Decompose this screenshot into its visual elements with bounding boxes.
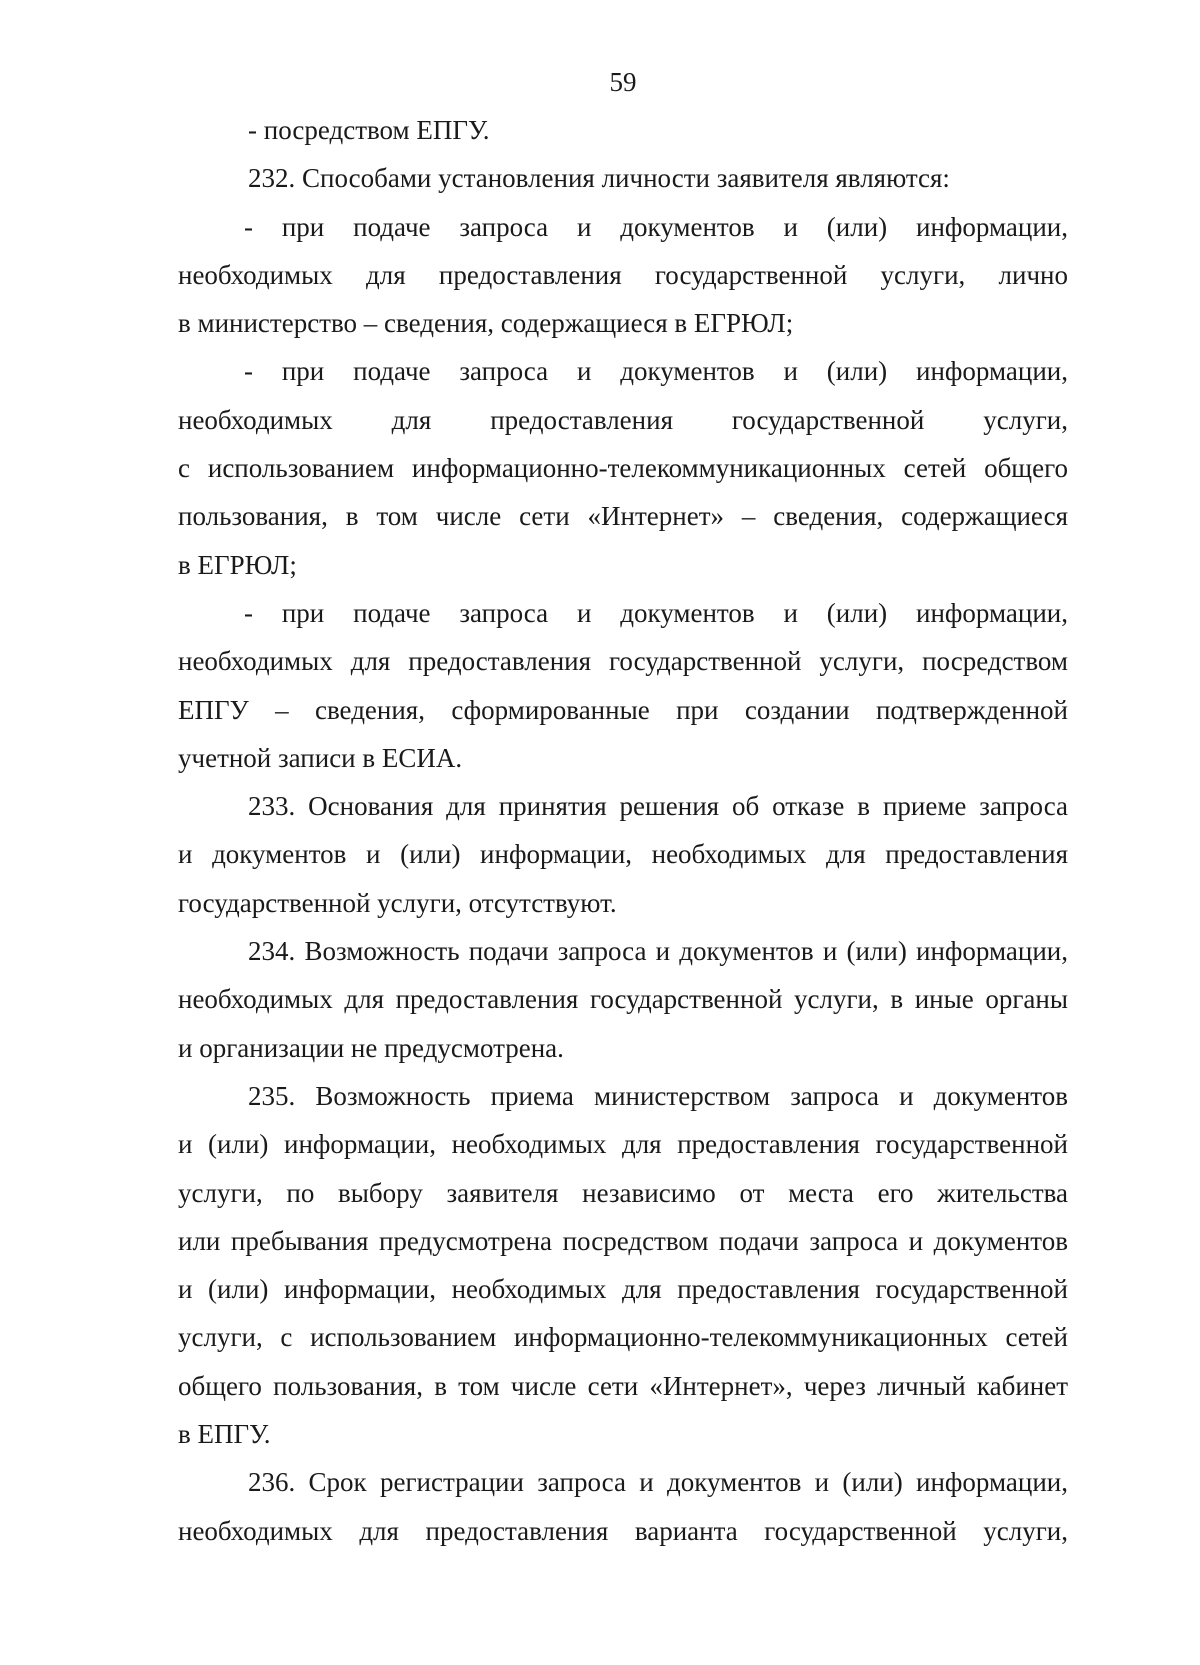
text-line: необходимых для предоставления государственной услуги, лично (178, 259, 1068, 290)
text-line: 234. Возможность подачи запроса и документов и (или) информации, (248, 936, 1068, 967)
text-line: в ЕГРЮЛ; (178, 549, 297, 580)
text-line: и документов и (или) информации, необходимых для предоставления (178, 839, 1068, 870)
text-line: 233. Основания для принятия решения об отказе в приеме запроса (248, 791, 1068, 822)
text-line: учетной записи в ЕСИА. (178, 742, 463, 773)
text-line: пользования, в том числе сети «Интернет» – сведения, содержащиеся (178, 501, 1068, 532)
text-line: в министерство – сведения, содержащиеся в ЕГРЮЛ; (178, 308, 794, 339)
text-line: услуги, по выбору заявителя независимо от места его жительства (178, 1177, 1068, 1208)
text-line: ЕПГУ – сведения, сформированные при создании подтвержденной (178, 694, 1068, 725)
text-line: необходимых для предоставления государственной услуги, (178, 404, 1068, 435)
text-line: - при подаче запроса и документов и (или) информации, (244, 597, 1068, 628)
text-line: 235. Возможность приема министерством запроса и документов (248, 1080, 1068, 1111)
document-body (178, 106, 1068, 1555)
text-line: государственной услуги, отсутствуют. (178, 887, 617, 918)
text-line: 236. Срок регистрации запроса и документов и (или) информации, (248, 1467, 1068, 1498)
page-number: 59 (609, 67, 637, 97)
text-line: в ЕПГУ. (178, 1419, 271, 1450)
text-line: с использованием информационно-телекоммуникационных сетей общего (178, 453, 1068, 484)
text-line: необходимых для предоставления варианта государственной услуги, (178, 1515, 1068, 1546)
text-line: или пребывания предусмотрена посредством подачи запроса и документов (178, 1225, 1068, 1256)
text-line: услуги, с использованием информационно-телекоммуникационных сетей (178, 1322, 1068, 1353)
text-line: и (или) информации, необходимых для предоставления государственной (178, 1274, 1068, 1305)
text-line: и организации не предусмотрена. (178, 1032, 564, 1063)
text-line: 232. Способами установления личности заявителя являются: (248, 163, 950, 194)
text-line: - посредством ЕПГУ. (248, 115, 490, 145)
text-line: общего пользования, в том числе сети «Интернет», через личный кабинет (178, 1370, 1068, 1401)
text-line: и (или) информации, необходимых для предоставления государственной (178, 1129, 1068, 1160)
text-line: - при подаче запроса и документов и (или) информации, (244, 211, 1068, 242)
text-line: - при подаче запроса и документов и (или) информации, (244, 356, 1068, 387)
text-line: необходимых для предоставления государственной услуги, посредством (178, 646, 1068, 677)
text-line: необходимых для предоставления государственной услуги, в иные органы (178, 984, 1068, 1015)
